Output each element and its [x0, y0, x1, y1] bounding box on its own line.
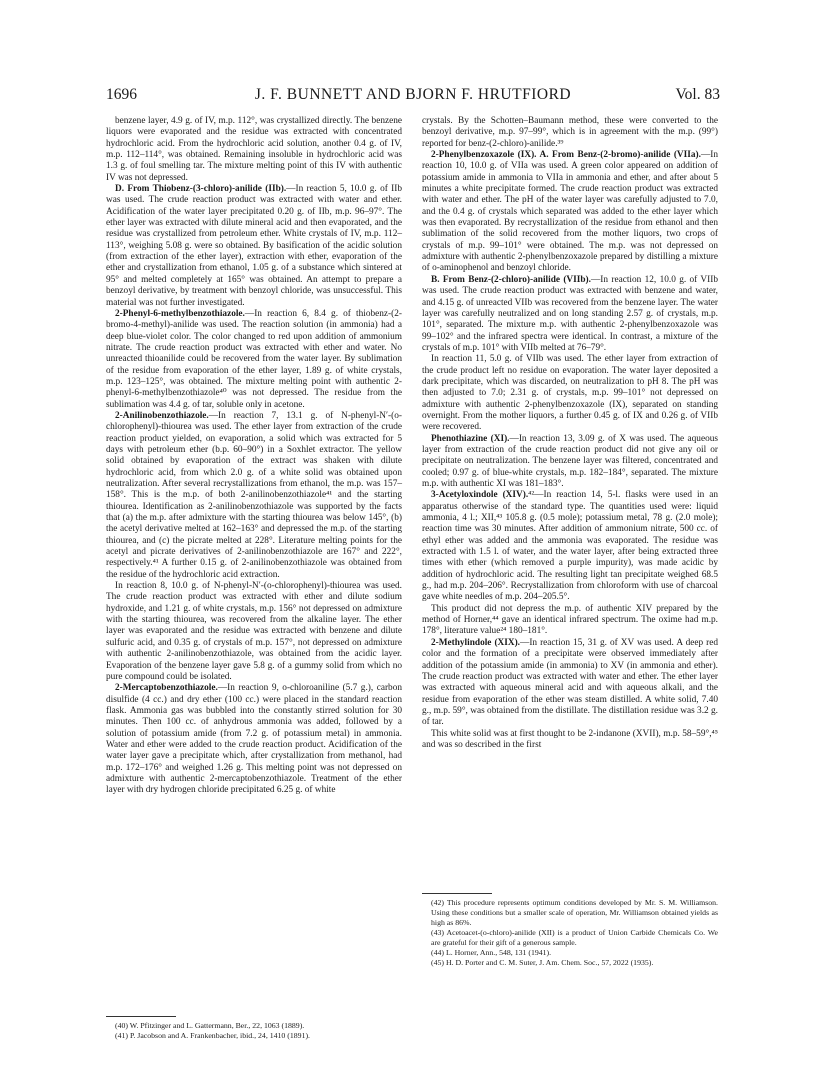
paragraph-text: In reaction 11, 5.0 g. of VIIb was used. The ether layer from extraction of the crude product left no residue on evaporation. The water layer deposited a dark precipitate, which was discarded, on neutralization to pH 8. The pH was then adjusted to 7.0; 2.31 g. of crystals, m.p. 99–101° not depressed on admixture with authentic 2-phenylbenzoxazole (IX), separated on standing overnight. From the mother liquors, a further 0.45 g. of IX and 0.26 g. of VIIb were recovered. [422, 354, 718, 433]
footnote-rule [106, 1016, 176, 1017]
paragraph-text: In reaction 8, 10.0 g. of N-phenyl-N′-(o-chlorophenyl)-thiourea was used. The crude reaction product was extracted with ether and dilute sodium hydroxide, and 1.21 g. of white crystals, m.p. 156° not depressed on admixture with the starting thiourea, was recovered from the alkaline layer. The ether layer was evaporated and the residue was extracted with benzene and dilute sulfuric acid, and 0.35 g. of crystals of m.p. 157°, not depressed on admixture with authentic 2-anilinobenzothiazole, was obtained from the acidic layer. Evaporation of the benzene layer gave 5.8 g. of a gummy solid from which no pure compound could be isolated. [106, 581, 402, 682]
section-heading: 2-Phenyl-6-methylbenzothiazole. [115, 308, 245, 319]
footnote: (44) L. Horner, Ann., 548, 131 (1941). [431, 948, 552, 957]
paragraph [422, 275, 718, 354]
footnote: (42) This procedure represents optimum conditions developed by Mr. S. M. Williamson. Using these conditions but a smaller scale of operation, Mr. Williamson obtained yields as high as 86%. [431, 898, 718, 927]
paragraph [422, 604, 718, 638]
paragraph [422, 116, 718, 150]
page-number: 1696 [106, 86, 137, 103]
paragraph [422, 150, 718, 275]
paragraph-text: This product did not depress the m.p. of authentic XIV prepared by the method of Horner,⁴⁴ gave an identical infrared spectrum. The oxime had m.p. 178°, literature value²⁴ 180–181°. [422, 603, 718, 637]
footnote: (45) H. D. Porter and C. M. Suter, J. Am. Chem. Soc., 57, 2022 (1935). [431, 958, 654, 967]
paragraph-text: —In reaction 6, 8.4 g. of thiobenz-(2-bromo-4-methyl)-anilide was used. The reaction solution (in ammonia) had a deep blue-violet color. The color changed to red upon addition of ammonium nitrate. The crude reaction product was extracted with ether and water. No unreacted thioanilide could be recovered from the water layer. By sublimation of the residue from evaporation of the ether layer, 1.89 g. of white crystals, m.p. 123–125°, was obtained. The mixture melting point with authentic 2-phenyl-6-methylbenzothiazole⁴⁰ was not depressed. The residue from the sublimation was 4.4 g. of tar, soluble only in acetone. [106, 308, 402, 410]
paragraph [106, 683, 402, 796]
paragraph [422, 354, 718, 433]
paragraph-text: —In reaction 13, 3.09 g. of X was used. The aqueous layer from extraction of the crude reaction product did not give any oil or precipitate on neutralization. The benzene layer was filtered, concentrated and cooled; 0.97 g. of blue-white crystals, m.p. 182–184°, separated. The mixture m.p. with authentic XI was 181–183°. [422, 433, 718, 489]
section-heading: 2-Phenylbenzoxazole (IX). A. From Benz-(2-bromo)-anilide (VIIa). [431, 150, 701, 161]
paragraph-text: —In reaction 15, 31 g. of XV was used. A deep red color and the formation of a precipitate were observed immediately after addition of the potassium amide (in ammonia) to XV (in ammonia and ether). The crude reaction product was extracted with water and ether. The ether layer was extracted with aqueous mineral acid and with aqueous alkali, and the residue from evaporation of the ether was steam distilled. A white solid, 7.40 g., m.p. 59°, was obtained from the distillate. The distillation residue was 3.2 g. of tar. [422, 637, 719, 728]
paragraph [106, 184, 402, 309]
paragraph-text: —In reaction 5, 10.0 g. of IIb was used. The crude reaction product was extracted with water and ether. Acidification of the water layer precipitated 0.20 g. of IIb, m.p. 96–97°. The ether layer was extracted with dilute mineral acid and then evaporated, and the residue was crystallized from petroleum ether. White crystals of IV, m.p. 112–113°, weighing 5.08 g. were so obtained. By basification of the acidic solution (from extraction of the ether layer), extraction with ether, evaporation of the ether and crystallization from ethanol, 1.05 g. of a substance which sintered at 95° and melted completely at 165° was obtained. An attempt to prepare a benzoyl derivative, by treatment with benzoyl chloride, was unsuccessful. This material was not further investigated. [106, 184, 402, 308]
paragraph [422, 638, 718, 729]
footnote: (43) Acetoacet-(o-chloro)-anilide (XII) is a product of Union Carbide Chemicals Co. We are grateful for their gift of a generous sample. [431, 928, 718, 947]
section-heading: B. From Benz-(2-chloro)-anilide (VIIb). [431, 274, 591, 285]
paragraph [422, 434, 718, 491]
paragraph-text: —In reaction 12, 10.0 g. of VIIb was used. The crude reaction product was extracted with benzene and water, and 4.15 g. of unreacted VIIb was recovered from the benzene layer. The water layer was carefully neutralized and on long standing 2.57 g. of crystals, m.p. 101°, separated. The mixture m.p. with authentic 2-phenylbenzoxazole was 99–102° and the infrared spectra were identical. In contrast, a mixture of the crystals of m.p. 101° with VIIb melted at 76–79°. [422, 274, 718, 353]
running-title: J. F. BUNNETT AND BJORN F. HRUTFIORD [254, 86, 572, 103]
paragraph [106, 309, 402, 411]
section-heading: Phenothiazine (XI). [431, 433, 510, 444]
paragraph-text: benzene layer, 4.9 g. of IV, m.p. 112°, was crystallized directly. The benzene liquors were evaporated and the residue was extracted with concentrated hydrochloric acid. From the hydrochloric acid solution, another 0.4 g. of IV, m.p. 112–114°, was obtained. Remaining insoluble in hydrochloric acid was 1.3 g. of foul smelling tar. The mixture melting point of this IV with authentic IV was not depressed. [106, 116, 402, 183]
footnotes-right [422, 893, 718, 968]
paragraph-text: crystals. By the Schotten–Baumann method, these were converted to the benzoyl derivative, m.p. 97–99°, which is in agreement with the m.p. (99°) reported for benz-(2-chloro)-anilide.³⁹ [422, 116, 718, 149]
paragraph-text: —In reaction 10, 10.0 g. of VIIa was used. A green color appeared on addition of potassium amide in ammonia to VIIa in ammonia and ether, and after about 5 minutes a white precipitate formed. The crude reaction product was extracted with water and ether. The pH of the water layer was carefully adjusted to 7.0, and the 0.4 g. of crystals which separated was added to the ether layer which was then evaporated. By recrystallization of the residue from ethanol and then sublimation of the solid recovered from the mother liquors, two crops of crystals of m.p. 99–101° were obtained. The m.p. was not depressed on admixture with authentic 2-phenylbenzoxazole prepared by distilling a mixture of o-aminophenol and benzoyl chloride. [422, 150, 718, 274]
paragraph [422, 490, 718, 603]
paragraph [422, 729, 718, 752]
left-column [106, 116, 402, 797]
volume-label: Vol. 83 [675, 86, 720, 103]
running-header [106, 86, 720, 106]
paragraph [106, 581, 402, 683]
section-heading: 2-Mercaptobenzothiazole. [115, 683, 218, 694]
paragraph-text: —In reaction 7, 13.1 g. of N-phenyl-N′-(o-chlorophenyl)-thiourea was used. The ether layer from extraction of the crude reaction product yielded, on evaporation, a solid which was extracted for 5 days with petroleum ether (b.p. 60–90°) in a Soxhlet extractor. The yellow solid obtained by evaporation of the extract was shaken with dilute hydrochloric acid, from which 2.0 g. of a white solid was obtained upon neutralization. After several recrystallizations from ethanol, the m.p. was 157–158°. This is the m.p. of both 2-anilinobenzothiazole⁴¹ and the starting thiourea. Identification as 2-anilinobenzothiazole was supported by the facts that (a) the m.p. after admixture with the starting thiourea was below 145°, (b) the acetyl derivative melted at 162–163° and depressed the m.p. of the starting thiourea, and (c) the picrate melted at 228°. Literature melting points for the acetyl and picrate derivatives of 2-anilinobenzothiazole are 167° and 222°, respectively.⁴¹ A further 0.15 g. of 2-anilinobenzothiazole was obtained from the residue of the hydrochloric acid extraction. [106, 410, 402, 580]
right-column [422, 116, 718, 751]
footnote: (41) P. Jacobson and A. Frankenbacher, ibid., 24, 1410 (1891). [115, 1031, 311, 1040]
paragraph [106, 411, 402, 581]
section-heading: 2-Methylindole (XIX). [431, 637, 521, 648]
footnote: (40) W. Pfitzinger and L. Gattermann, Ber., 22, 1063 (1889). [115, 1021, 305, 1030]
section-heading: 3-Acetyloxindole (XIV). [431, 490, 529, 501]
section-heading: D. From Thiobenz-(3-chloro)-anilide (IIb). [115, 184, 287, 195]
paragraph [106, 116, 402, 184]
paragraph-text: This white solid was at first thought to be 2-indanone (XVII), m.p. 58–59°,⁴⁵ and was so described in the first [422, 728, 718, 750]
paragraph-text: —In reaction 9, o-chloroaniline (5.7 g.), carbon disulfide (4 cc.) and dry ether (100 cc.) were placed in the standard reaction flask. Ammonia gas was bubbled into the constantly stirred solution for 30 minutes. Then 100 cc. of anhydrous ammonia was added, followed by a solution of potassium amide (from 7.2 g. of potassium metal) in ammonia. Water and ether were added to the crude reaction product. Acidification of the water layer gave a precipitate which, after crystallization from methanol, had m.p. 172–176° and weighed 1.26 g. This melting point was not depressed on admixture with authentic 2-mercaptobenzothiazole. Treatment of the ether layer with dry hydrogen chloride precipitated 6.25 g. of white [106, 683, 402, 796]
section-heading: 2-Anilinobenzothiazole. [115, 410, 209, 421]
paragraph-text: ⁴²—In reaction 14, 5-l. flasks were used in an apparatus otherwise of the standard type. The quantities used were: liquid ammonia, 4 l.; XII,⁴³ 105.8 g. (0.5 mole); potassium metal, 78 g. (2.0 mole); reaction time was 30 minutes. After addition of ammonium nitrate, 500 cc. of ethyl ether was added and the ammonia was evaporated. The residue was extracted with 1.5 l. of water, and the water layer, after being extracted three times with ether (which removed a purple impurity), was made acidic by addition of hydrochloric acid. The resulting light tan precipitate weighed 68.5 g., had m.p. 204–206°. Recrystallization from chloroform with use of charcoal gave white needles of m.p. 204–205.5°. [422, 490, 718, 603]
footnotes-left [106, 1016, 402, 1041]
footnote-rule [422, 893, 492, 894]
